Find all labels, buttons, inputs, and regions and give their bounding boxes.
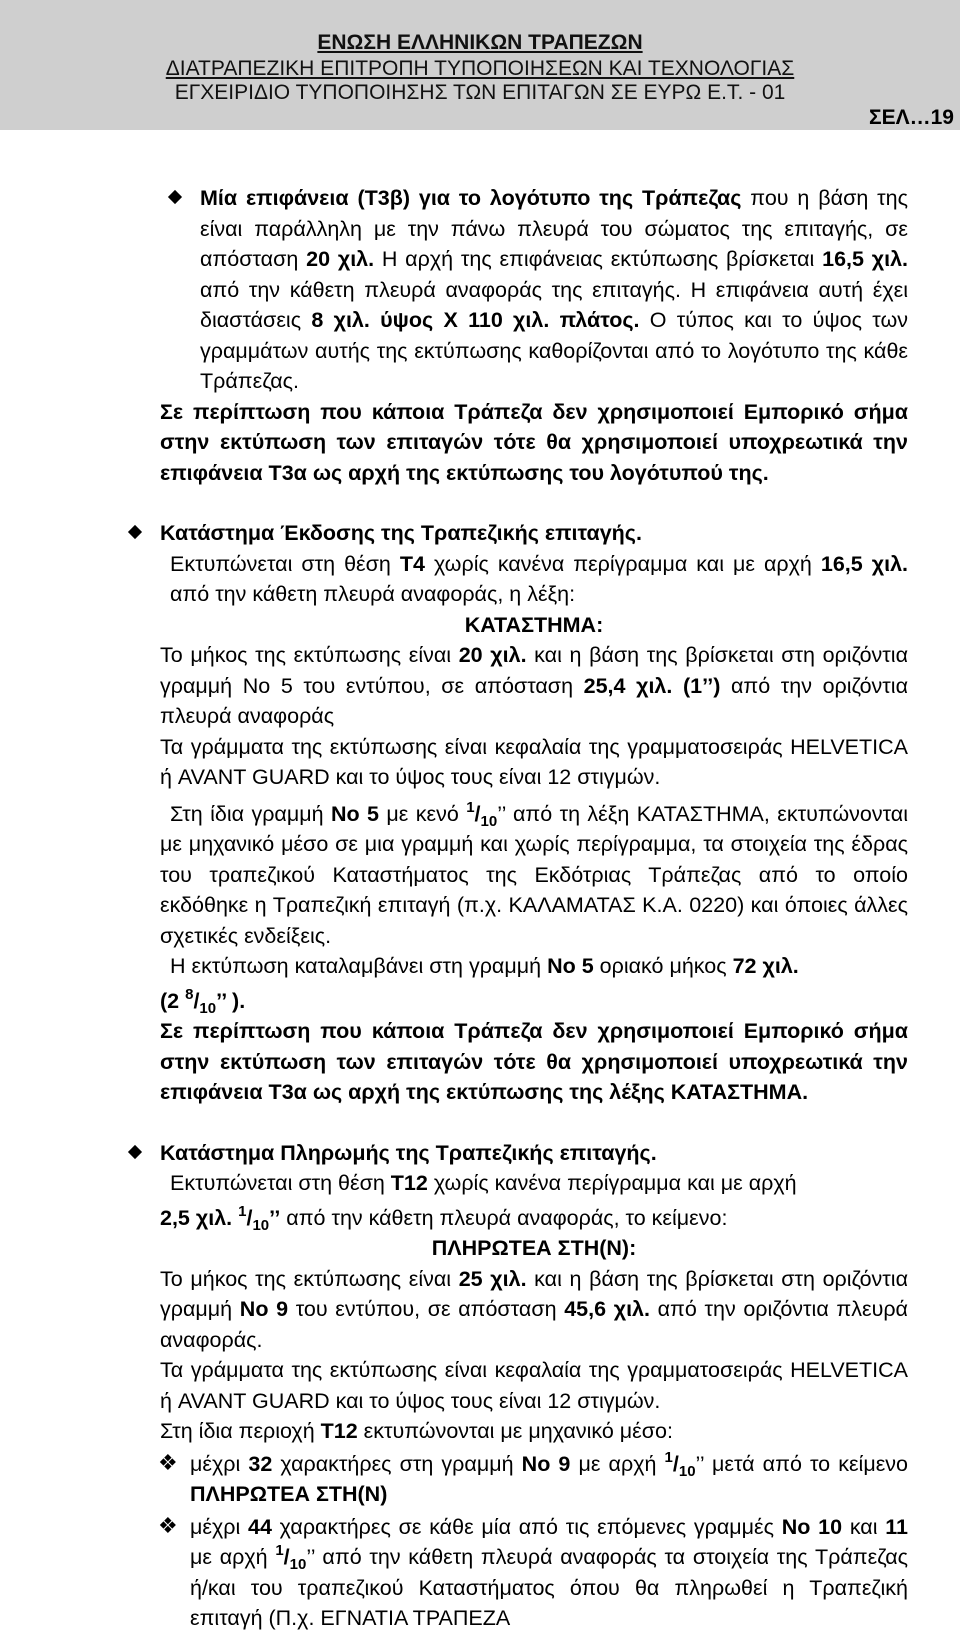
diamond-bullet-icon	[128, 525, 142, 539]
list-item: ❖ μέχρι 32 χαρακτήρες στη γραμμή Νο 9 με αρχή $^1/_{10}$’’ μετά από το κείμενο ΠΛΗΡΩΤΕΑ ΣΤΗ(Ν)	[158, 1448, 909, 1506]
section-logo-area	[160, 183, 908, 397]
committee-title: ΔΙΑΤΡΑΠΕΖΙΚΗ ΕΠΙΤΡΟΠΗ ΤΥΠΟΠΟΙΗΣΕΩΝ ΚΑΙ ΤΕΧΝΟΛΟΓΙΑΣ	[165, 57, 795, 80]
paying-branch-title: Κατάστημα Πληρωμής της Τραπεζικής επιταγής.	[160, 1140, 657, 1165]
section-issuing-branch	[160, 518, 908, 1108]
list-item: ❖ μέχρι 44 χαρακτήρες σε κάθε μία από τις επόμενες γραμμές Νο 10 και 11 με αρχή $^1/_{10}$’’ από την κάθετη πλευρά αναφοράς τα στοιχεία της Τράπεζας ή/και του τραπεζικού Καταστήματος όπου θα πληρωθεί η Τραπεζική επιταγή (Π.χ. ΕΓΝΑΤΙΑ ΤΡΑΠΕΖΑ	[158, 1513, 908, 1630]
paying-branch-start: 2,5 χιλ. $^1/_{10}$’’ από την κάθετη πλευρά αναφοράς, το κείμενο:	[160, 1202, 728, 1234]
document-body	[160, 183, 908, 1634]
issuing-branch-note: Σε περίπτωση που κάποια Τράπεζα δεν χρησιμοποιεί Εμπορικό σήμα στην εκτύπωση των επιταγών τότε θα χρησιμοποιεί υποχρεωτικά την επιφάνεια Τ3α ως αρχή της εκτύπωσης της λέξης ΚΑΤΑΣΤΗΜΑ.	[160, 1019, 908, 1104]
issuing-branch-font: Τα γράμματα της εκτύπωσης είναι κεφαλαία της γραμματοσειράς HELVETICA ή AVANT GUARD και το ύψος τους είναι 12 στιγμών.	[160, 734, 908, 789]
logo-area-text: Μία επιφάνεια (Τ3β) για το λογότυπο της Τράπεζας που η βάση της είναι παράλληλη με την πάνω πλευρά του σώματος της επιταγής, σε απόσταση 20 χιλ. Η αρχή της επιφάνειας εκτύπωσης βρίσκεται 16,5 χιλ. από την κάθετη πλευρά αναφοράς της επιταγής. Η επιφάνεια αυτή έχει διαστάσεις 8 χιλ. ύψος Χ 110 χιλ. πλάτος. Ο τύπος και το ύψος των γραμμάτων αυτής της εκτύπωσης καθορίζονται από το λογότυπο της κάθε Τράπεζας.	[200, 186, 909, 393]
paying-branch-position: Εκτυπώνεται στη θέση Τ12 χωρίς κανένα περίγραμμα και με αρχή	[170, 1171, 797, 1195]
star-bullet-icon: ❖	[158, 1450, 178, 1476]
issuing-branch-limit-inch: (2 $^8/_{10}$’’ ).	[160, 985, 246, 1017]
page-header	[0, 0, 960, 130]
issuing-branch-position: Εκτυπώνεται στη θέση Τ4 χωρίς κανένα περίγραμμα και με αρχή 16,5 χιλ. από την κάθετη πλευρά αναφοράς, η λέξη:	[170, 551, 909, 606]
issuing-branch-word: ΚΑΤΑΣΤΗΜΑ:	[464, 612, 604, 637]
paying-branch-word: ΠΛΗΡΩΤΕΑ ΣΤΗ(Ν):	[431, 1236, 637, 1260]
diamond-bullet-icon	[168, 190, 182, 204]
paying-branch-font: Τα γράμματα της εκτύπωσης είναι κεφαλαία της γραμματοσειράς HELVETICA ή AVANT GUARD και το ύψος τους είναι 12 στιγμών.	[160, 1358, 908, 1413]
issuing-branch-length: Το μήκος της εκτύπωσης είναι 20 χιλ. και η βάση της βρίσκεται στη οριζόντια γραμμή Νο 5 του εντύπου, σε απόσταση 25,4 χιλ. (1’’) από την οριζόντια πλευρά αναφοράς	[160, 643, 909, 728]
paying-branch-length: Το μήκος της εκτύπωσης είναι 25 χιλ. και η βάση της βρίσκεται στη οριζόντια γραμμή Νο 9 του εντύπου, σε απόσταση 45,6 χιλ. από την οριζόντια πλευρά αναφοράς.	[160, 1266, 909, 1352]
issuing-branch-details: Στη ίδια γραμμή Νο 5 με κενό $^1/_{10}$’’ από τη λέξη ΚΑΤΑΣΤΗΜΑ, εκτυπώνονται με μηχανικό μέσο σε μια γραμμή και χωρίς περίγραμμα, τα στοιχεία της έδρας του τραπεζικού Καταστήματος της Εκδότριας Τράπεζας από το οποίο εκδόθηκε η Τραπεζική επιταγή (π.χ. ΚΑΛΑΜΑΤΑΣ Κ.Α. 0220) και όποιες άλλες σχετικές ενδείξεις.	[160, 798, 908, 948]
org-title: ΕΝΩΣΗ ΕΛΛΗΝΙΚΩΝ ΤΡΑΠΕΖΩΝ	[317, 31, 643, 54]
star-bullet-icon: ❖	[158, 1513, 178, 1539]
manual-title: ΕΓΧΕΙΡΙΔΙΟ ΤΥΠΟΠΟΙΗΣΗΣ ΤΩΝ ΕΠΙΤΑΓΩΝ ΣΕ ΕΥΡΩ Ε.Τ. - 01	[174, 81, 786, 104]
issuing-branch-limit: Η εκτύπωση καταλαμβάνει στη γραμμή Νο 5 οριακό μήκος 72 χιλ.	[170, 954, 799, 978]
issuing-branch-title: Κατάστημα Έκδοσης της Τραπεζικής επιταγής.	[160, 521, 642, 545]
logo-area-note: Σε περίπτωση που κάποια Τράπεζα δεν χρησιμοποιεί Εμπορικό σήμα στην εκτύπωση των επιταγών τότε θα χρησιμοποιεί υποχρεωτικά την επιφάνεια Τ3α ως αρχή της εκτύπωσης του λογότυπού της.	[160, 399, 908, 485]
section-paying-branch	[160, 1138, 908, 1634]
paying-branch-mechanical: Στη ίδια περιοχή Τ12 εκτυπώνονται με μηχανικό μέσο:	[160, 1419, 673, 1443]
page-number: ΣΕΛ…19	[869, 106, 954, 129]
diamond-bullet-icon	[128, 1144, 142, 1158]
